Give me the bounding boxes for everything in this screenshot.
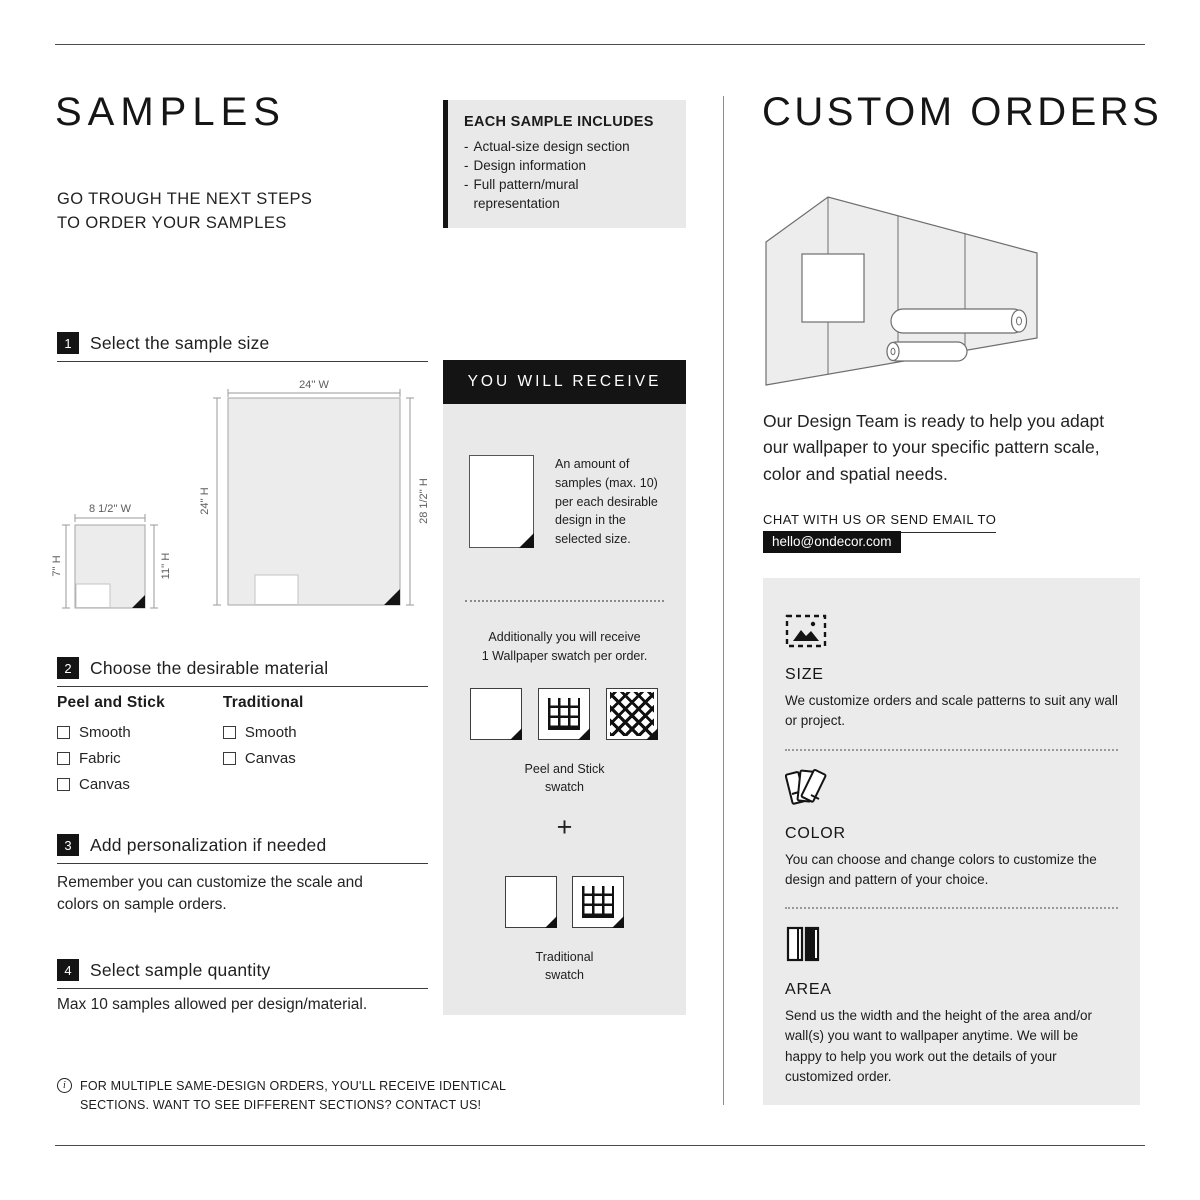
large-height-right-label: 28 1/2'' H	[418, 478, 430, 524]
grid-pattern	[582, 886, 614, 918]
feature-size	[785, 614, 1118, 732]
custom-features-panel	[763, 578, 1140, 1105]
samples-title: SAMPLES	[55, 90, 286, 134]
wallpaper-roll-icon	[891, 309, 1027, 333]
option-label: Smooth	[244, 724, 297, 741]
peel-swatch-label: Peel and Stick swatch	[524, 762, 605, 795]
peel-swatch-group	[470, 688, 658, 740]
grid-swatch	[572, 876, 624, 928]
checkbox-peel-canvas[interactable]	[57, 778, 70, 791]
bottom-rule	[55, 1145, 1145, 1146]
receive-header: YOU WILL RECEIVE	[443, 360, 686, 404]
dotted-divider	[785, 749, 1118, 751]
small-sample-section	[76, 584, 110, 608]
fold-corner-icon	[510, 728, 522, 740]
step-4-number: 4	[57, 959, 79, 981]
option-peel-smooth[interactable]	[57, 724, 165, 741]
custom-orders-title: CUSTOM ORDERS	[762, 90, 1163, 134]
plain-swatch	[470, 688, 522, 740]
step-2-number: 2	[57, 657, 79, 679]
grid-swatch	[538, 688, 590, 740]
footnote	[57, 1077, 535, 1115]
top-rule	[55, 44, 1145, 45]
fold-corner-icon	[545, 916, 557, 928]
checkbox-trad-smooth[interactable]	[223, 726, 236, 739]
grid-pattern	[548, 698, 580, 730]
checkbox-peel-fabric[interactable]	[57, 752, 70, 765]
large-sample-rect	[228, 398, 400, 605]
feature-color	[785, 767, 1118, 891]
option-trad-smooth[interactable]	[223, 724, 304, 741]
dotted-divider	[785, 907, 1118, 909]
samples-intro	[57, 188, 312, 236]
you-will-receive-panel	[443, 360, 686, 1015]
feature-size-text: We customize orders and scale patterns to suit any wall or project.	[785, 693, 1118, 729]
material-options	[57, 694, 303, 793]
crosshatch-swatch	[606, 688, 658, 740]
custom-orders-intro: Our Design Team is ready to help you adapt our wallpaper to your specific pattern scale, color and spatial needs.	[763, 411, 1105, 484]
option-label: Smooth	[79, 724, 131, 741]
feature-area-title: AREA	[785, 981, 832, 998]
chat-label: CHAT WITH US OR SEND EMAIL TO	[763, 512, 996, 533]
samples-intro-line2: TO ORDER YOUR SAMPLES	[57, 213, 287, 232]
wall-frame	[802, 254, 864, 322]
step-3-description: Remember you can customize the scale and colors on sample orders.	[57, 874, 363, 913]
peel-and-stick-column	[57, 694, 165, 793]
sample-size-diagram	[51, 378, 433, 620]
info-icon: i	[57, 1078, 72, 1093]
samples-intro-line1: GO TROUGH THE NEXT STEPS	[57, 190, 313, 208]
step-1-heading	[57, 332, 428, 362]
small-height-right-label: 11'' H	[160, 552, 172, 580]
footnote-text: FOR MULTIPLE SAME-DESIGN ORDERS, YOU'LL RECEIVE IDENTICAL SECTIONS. WANT TO SEE DIFFERENT SECTIONS? CONTACT US!	[80, 1079, 506, 1112]
step-2-heading	[57, 657, 428, 687]
feature-color-title: COLOR	[785, 824, 846, 842]
samples-amount-text: An amount of samples (max. 10) per each desirable design in the selected size.	[555, 457, 658, 546]
traditional-column	[223, 694, 304, 793]
image-size-icon	[785, 614, 827, 648]
additional-text: Additionally you will receive 1 Wallpaper swatch per order.	[481, 630, 648, 664]
fold-corner-icon	[612, 916, 624, 928]
feature-area-text: Send us the width and the height of the area and/or wall(s) you want to wallpaper anytime. We will be happy to help you work out the details of your customized order.	[785, 1008, 1092, 1084]
traditional-heading: Traditional	[222, 694, 304, 711]
option-label: Canvas	[244, 750, 296, 767]
step-3-number: 3	[57, 834, 79, 856]
small-width-label: 8 1/2'' W	[88, 503, 132, 515]
includes-item: - Design information	[464, 158, 587, 174]
dotted-divider	[465, 600, 664, 602]
plain-swatch	[505, 876, 557, 928]
email-link[interactable]: hello@ondecor.com	[763, 531, 901, 553]
large-height-left-label: 24'' H	[199, 487, 211, 515]
feature-size-title: SIZE	[785, 666, 824, 683]
includes-title: EACH SAMPLE INCLUDES	[464, 114, 654, 130]
option-peel-fabric[interactable]	[57, 750, 165, 767]
step-2-label: Choose the desirable material	[90, 657, 329, 678]
step-4-label: Select sample quantity	[90, 959, 271, 980]
includes-item: - Full pattern/mural representation	[464, 177, 579, 212]
fold-corner-icon	[519, 533, 534, 548]
feature-color-text: You can choose and change colors to customize the design and pattern of your choice.	[785, 851, 1097, 887]
color-swatches-icon	[785, 767, 827, 807]
option-label: Fabric	[79, 750, 121, 767]
option-label: Canvas	[79, 776, 130, 793]
wallpaper-rolls-icon	[785, 925, 825, 963]
column-divider	[723, 96, 724, 1105]
wallpaper-roll-icon	[887, 342, 967, 361]
step-1-number: 1	[57, 332, 79, 354]
wallpaper-wall-illustration	[765, 196, 1050, 388]
option-trad-canvas[interactable]	[223, 750, 304, 767]
step-4-heading	[57, 959, 428, 989]
large-sample-section	[255, 575, 298, 605]
option-peel-canvas[interactable]	[57, 776, 165, 793]
samples-amount-row	[469, 455, 672, 549]
step-4-description: Max 10 samples allowed per design/material.	[57, 996, 368, 1013]
sample-sheet	[469, 455, 534, 548]
traditional-swatch-group	[505, 876, 624, 928]
each-sample-includes-box	[443, 100, 686, 228]
large-width-label: 24'' W	[299, 379, 329, 391]
step-3-heading	[57, 834, 428, 864]
small-height-left-label: 7'' H	[51, 555, 63, 577]
step-3-label: Add personalization if needed	[90, 834, 327, 855]
feature-area	[785, 925, 1118, 1087]
peel-and-stick-heading: Peel and Stick	[57, 694, 165, 711]
checkbox-trad-canvas[interactable]	[223, 752, 236, 765]
plus-sign: +	[556, 812, 573, 842]
fold-corner-icon	[578, 728, 590, 740]
includes-item: - Actual-size design section	[464, 139, 630, 154]
step-1-label: Select the sample size	[90, 332, 270, 353]
checkbox-peel-smooth[interactable]	[57, 726, 70, 739]
fold-corner-icon	[646, 728, 658, 740]
traditional-swatch-label: Traditional swatch	[535, 950, 594, 983]
